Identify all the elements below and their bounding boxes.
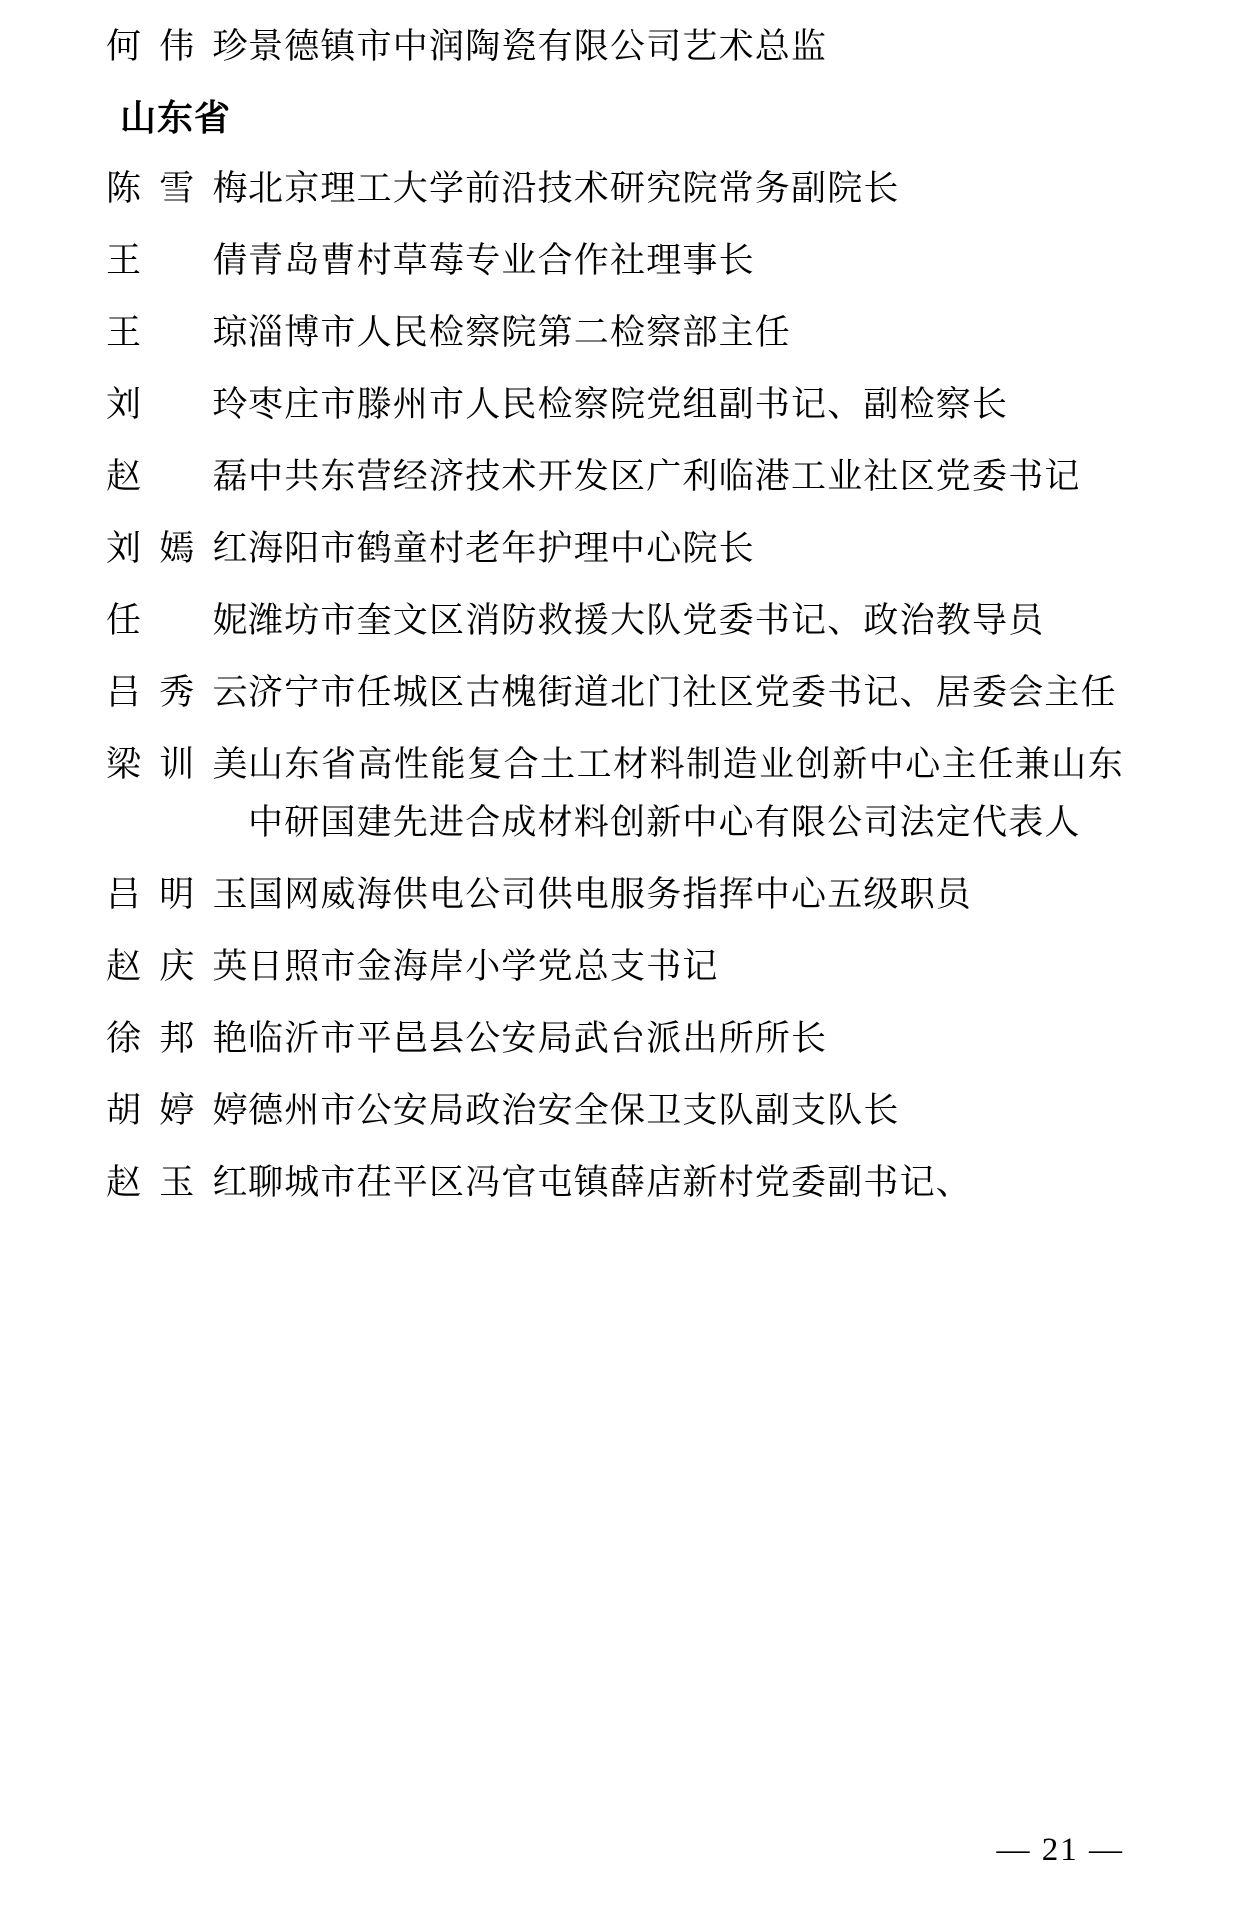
person-title: 国网威海供电公司供电服务指挥中心五级职员 [248, 875, 973, 914]
list-item [100, 866, 1124, 924]
person-name: 吕明玉 [106, 875, 248, 914]
person-title: 枣庄市滕州市人民检察院党组副书记、副检察长 [248, 385, 1009, 424]
person-title: 潍坊市奎文区消防救援大队党委书记、政治教导员 [248, 601, 1045, 640]
person-title: 日照市金海岸小学党总支书记 [248, 947, 719, 986]
person-title: 海阳市鹤童村老年护理中心院长 [248, 529, 755, 568]
person-title: 青岛曹村草莓专业合作社理事长 [248, 241, 755, 280]
page-number: — 21 — [996, 1832, 1124, 1868]
person-title: 济宁市任城区古槐街道北门社区党委书记、居委会主任 [248, 673, 1117, 712]
person-name: 梁训美 [106, 745, 248, 784]
list-item [100, 160, 1124, 218]
person-title: 山东省高性能复合土工材料制造业创新中心主任兼山东中研国建先进合成材料创新中心有限公司法定代表人 [248, 745, 1124, 842]
list-item [100, 592, 1124, 650]
list-item [100, 304, 1124, 362]
section-heading: 山东省 [120, 98, 232, 139]
person-title: 北京理工大学前沿技术研究院常务副院长 [248, 169, 900, 208]
list-item [100, 1154, 1124, 1212]
person-name: 赵 磊 [106, 457, 248, 496]
list-item [100, 736, 1124, 852]
person-name: 赵玉红 [106, 1163, 248, 1202]
person-name: 王 倩 [106, 241, 248, 280]
list-item [100, 938, 1124, 996]
list-item [100, 520, 1124, 578]
person-name: 赵庆英 [106, 947, 248, 986]
list-item [100, 664, 1124, 722]
person-name: 刘嫣红 [106, 529, 248, 568]
list-item [100, 18, 1124, 76]
person-title: 德州市公安局政治安全保卫支队副支队长 [248, 1091, 900, 1130]
person-name: 何伟珍 [106, 27, 248, 66]
person-title: 聊城市茌平区冯官屯镇薛店新村党委副书记、 [248, 1163, 973, 1202]
list-item [100, 232, 1124, 290]
person-name: 徐邦艳 [106, 1019, 248, 1058]
list-item [100, 448, 1124, 506]
list-item [100, 1082, 1124, 1140]
person-name: 陈雪梅 [106, 169, 248, 208]
person-name: 吕秀云 [106, 673, 248, 712]
person-title: 景德镇市中润陶瓷有限公司艺术总监 [248, 27, 828, 66]
list-item [100, 376, 1124, 434]
person-name: 刘 玲 [106, 385, 248, 424]
person-name: 任 妮 [106, 601, 248, 640]
person-name: 胡婷婷 [106, 1091, 248, 1130]
person-title: 临沂市平邑县公安局武台派出所所长 [248, 1019, 828, 1058]
list-item [100, 1010, 1124, 1068]
person-title: 淄博市人民检察院第二检察部主任 [248, 313, 792, 352]
person-name: 王 琼 [106, 313, 248, 352]
person-title: 中共东营经济技术开发区广利临港工业社区党委书记 [248, 457, 1081, 496]
